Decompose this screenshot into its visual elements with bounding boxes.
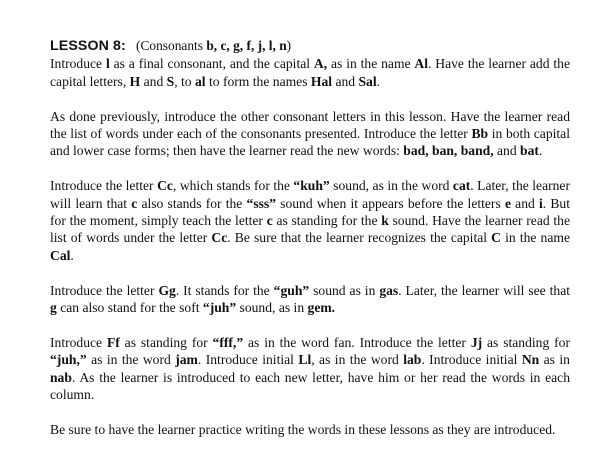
- bold-term: Cc: [211, 230, 228, 246]
- bold-term: e: [504, 195, 511, 211]
- text-run: , which stands for the: [172, 178, 294, 194]
- text-run: in the name: [501, 230, 570, 246]
- bold-term: Ll: [298, 352, 312, 368]
- bold-term: l: [105, 56, 110, 72]
- text-run: .: [538, 143, 543, 159]
- text-run: . Later, the learner will see that: [398, 282, 571, 298]
- bold-term: cat: [452, 178, 471, 194]
- lesson-subtitle-letters: b, c, g, f, j, l, n: [206, 38, 287, 53]
- paragraph-letter-g: [50, 282, 570, 317]
- lesson-body: [50, 37, 570, 456]
- text-run: . As the learner is introduced to each new letter, have him or her read the words in each column.: [50, 369, 570, 403]
- text-run: sound as in: [309, 282, 380, 298]
- text-run: as in the name: [327, 56, 415, 72]
- bold-term: Ff: [106, 334, 120, 350]
- bold-term: “sss”: [246, 195, 276, 211]
- lesson-title-colon: :: [120, 38, 126, 54]
- bold-term: i: [538, 195, 543, 211]
- text-run: . Later, the learner will learn that: [50, 178, 570, 211]
- bold-term: gem.: [307, 300, 336, 316]
- paragraph-letter-b: [50, 108, 570, 160]
- bold-term: bat: [520, 143, 539, 159]
- text-run: . Introduce initial: [197, 352, 299, 368]
- text-run: . Be sure that the learner recognizes the capital: [227, 230, 492, 246]
- bold-term: c: [266, 213, 273, 229]
- text-run: sound when it appears before the letters: [275, 195, 505, 211]
- bold-term: Bb: [471, 126, 489, 142]
- text-run: . Introduce initial: [421, 352, 522, 368]
- bold-term: bad, ban, band,: [403, 143, 494, 159]
- bold-term: jam: [175, 352, 198, 368]
- text-run: . Have the learner add the capital letters,: [50, 56, 570, 89]
- text-run: to form the names: [205, 73, 311, 89]
- paragraph-list: [50, 55, 570, 438]
- text-run: Introduce the letter: [50, 178, 158, 194]
- text-run: and: [140, 73, 167, 89]
- text-run: Introduce: [50, 334, 107, 350]
- bold-term: k: [381, 213, 389, 229]
- bold-term: S: [166, 73, 175, 89]
- bold-term: H: [129, 73, 141, 89]
- bold-term: Al: [414, 56, 429, 72]
- bold-term: “juh,”: [50, 352, 87, 368]
- bold-term: Cc: [157, 178, 173, 194]
- text-run: .: [70, 247, 74, 263]
- text-run: in both capital and lower case forms; then have the learner read the new words:: [50, 126, 570, 159]
- bold-term: C: [491, 230, 501, 246]
- text-run: sound, as in: [236, 300, 308, 316]
- lesson-heading: [50, 37, 570, 55]
- bold-term: “kuh”: [293, 178, 330, 194]
- text-run: Introduce the letter: [50, 282, 159, 298]
- bold-term: “guh”: [273, 282, 310, 298]
- text-run: sound, as in the word: [329, 178, 453, 194]
- text-run: Be sure to have the learner practice writing the words in these lessons as they are introduced.: [50, 421, 556, 437]
- bold-term: Gg: [158, 282, 176, 298]
- bold-term: gas: [379, 282, 399, 298]
- text-run: , as in the word: [311, 352, 404, 368]
- lesson-subtitle-suffix: ): [286, 38, 292, 53]
- text-run: , to: [174, 73, 195, 89]
- lesson-subtitle-prefix: (Consonants: [136, 38, 207, 53]
- bold-term: g: [50, 300, 57, 316]
- text-run: as in the word fan. Introduce the letter: [243, 334, 471, 350]
- paragraph-letter-c: [50, 177, 570, 264]
- bold-term: Cal: [50, 247, 71, 263]
- text-run: sound. Have the learner read the list of words under the letter: [50, 213, 570, 246]
- bold-term: nab: [50, 369, 72, 385]
- text-run: . But for the moment, simply teach the letter: [50, 195, 570, 229]
- bold-term: c: [131, 195, 138, 211]
- text-run: as standing for: [119, 334, 213, 350]
- bold-term: “fff,”: [212, 334, 244, 350]
- paragraph-final-consonant-l: [50, 55, 570, 90]
- text-run: as standing for: [482, 334, 571, 350]
- bold-term: Hal: [310, 73, 333, 89]
- text-run: can also stand for the soft: [56, 300, 203, 316]
- bold-term: Nn: [521, 352, 540, 368]
- text-run: as in: [539, 352, 570, 368]
- text-run: also stands for the: [137, 195, 247, 211]
- bold-term: lab: [403, 352, 422, 368]
- bold-term: al: [195, 73, 206, 89]
- bold-term: A,: [313, 56, 328, 72]
- bold-term: “juh”: [202, 300, 237, 316]
- text-run: and: [332, 73, 359, 89]
- lesson-title: LESSON 8: [50, 38, 121, 54]
- text-run: as standing for the: [272, 213, 382, 229]
- text-run: and: [510, 195, 539, 211]
- bold-term: Jj: [470, 334, 483, 350]
- text-run: .: [376, 73, 381, 89]
- text-run: as in the word: [86, 352, 176, 368]
- text-run: . It stands for the: [175, 282, 274, 298]
- bold-term: Sal: [358, 73, 377, 89]
- text-run: and: [493, 143, 521, 159]
- paragraph-practice-writing: [50, 421, 570, 438]
- text-run: as a final consonant, and the capital: [109, 56, 314, 72]
- text-run: Introduce: [50, 56, 106, 72]
- paragraph-letters-f-j-l-n: [50, 334, 570, 404]
- text-run: As done previously, introduce the other consonant letters in this lesson. Have the learner read the list of words under each of the consonants presented. Introduce the letter: [50, 108, 570, 142]
